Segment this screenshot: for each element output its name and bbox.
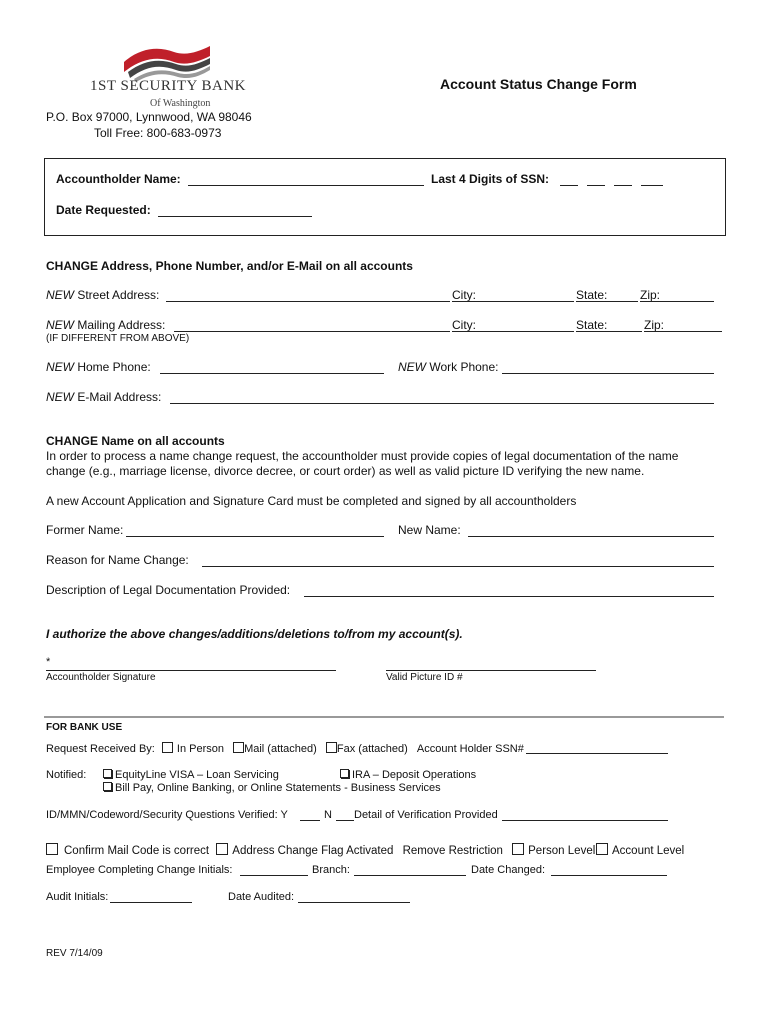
- mailing-state-label: State:: [576, 318, 608, 332]
- accountholder-box: [44, 158, 726, 236]
- ssn-digit-4[interactable]: [641, 185, 663, 186]
- verification-detail-field[interactable]: [502, 820, 668, 821]
- date-audited-label: Date Audited:: [228, 891, 295, 903]
- new-email-label: NEW E-Mail Address:: [46, 390, 162, 404]
- if-different-note: (IF DIFFERENT FROM ABOVE): [46, 333, 190, 344]
- ssn-digit-3[interactable]: [614, 185, 632, 186]
- date-changed-field[interactable]: [551, 875, 667, 876]
- new-home-phone-label: NEW Home Phone:: [46, 360, 151, 374]
- employee-initials-label: Employee Completing Change Initials:: [46, 864, 233, 876]
- new-work-phone-field[interactable]: [502, 373, 714, 374]
- street-zip-label: Zip:: [640, 288, 661, 302]
- legal-doc-field[interactable]: [304, 596, 714, 597]
- change-address-heading: CHANGE Address, Phone Number, and/or E-Mail on all accounts: [46, 259, 413, 273]
- change-name-heading: CHANGE Name on all accounts: [46, 434, 225, 448]
- bank-subname: Of Washington: [150, 98, 211, 109]
- new-name-label: New Name:: [398, 523, 461, 537]
- bill-pay-option: Bill Pay, Online Banking, or Online Statements - Business Services: [103, 782, 441, 794]
- ira-option: IRA – Deposit Operations: [340, 769, 476, 781]
- holder-ssn-field[interactable]: [526, 753, 668, 754]
- confirm-mail-label: Confirm Mail Code is correct: [64, 845, 210, 857]
- street-zip-field[interactable]: [640, 301, 714, 302]
- confirm-row: [46, 843, 595, 857]
- mailing-zip-label: Zip:: [644, 318, 665, 332]
- request-received-row: [46, 742, 524, 755]
- change-name-para-line2: change (e.g., marriage license, divorce decree, or court order) as well as valid picture ID verifying the new name.: [46, 464, 645, 478]
- address-flag-label: Address Change Flag Activated: [232, 845, 394, 857]
- flag-icon: [122, 44, 212, 82]
- accountholder-name-field[interactable]: [188, 185, 424, 186]
- id-verified-label: ID/MMN/Codeword/Security Questions Verified: Y: [46, 809, 288, 821]
- holder-ssn-label: Account Holder SSN#: [416, 743, 524, 755]
- bank-use-divider: [44, 716, 724, 718]
- reason-label: Reason for Name Change:: [46, 553, 189, 567]
- mail-checkbox[interactable]: [233, 742, 244, 753]
- accountholder-name-label: Accountholder Name:: [56, 172, 181, 186]
- id-verified-y-field[interactable]: [300, 820, 320, 821]
- bill-pay-checkbox[interactable]: [103, 782, 112, 791]
- signature-asterisk: *: [46, 656, 51, 668]
- bank-use-heading: FOR BANK USE: [46, 722, 123, 733]
- confirm-mail-checkbox[interactable]: [46, 843, 58, 855]
- new-street-field[interactable]: [166, 301, 450, 302]
- reason-field[interactable]: [202, 566, 714, 567]
- new-street-label: NEW Street Address:: [46, 288, 160, 302]
- date-requested-field[interactable]: [158, 216, 312, 217]
- new-application-note: A new Account Application and Signature Card must be completed and signed by all accountholders: [46, 494, 577, 508]
- ssn-digit-1[interactable]: [560, 185, 578, 186]
- mailing-city-label: City:: [452, 318, 476, 332]
- change-name-para-line1: In order to process a name change request, the accountholder must provide copies of legal documentation of the name: [46, 449, 679, 463]
- id-verified-n-field[interactable]: [336, 820, 354, 821]
- address-flag-checkbox[interactable]: [216, 843, 228, 855]
- bank-logo: [90, 44, 247, 112]
- authorize-statement: I authorize the above changes/additions/deletions to/from my account(s).: [46, 627, 463, 641]
- ssn-digit-2[interactable]: [587, 185, 605, 186]
- legal-doc-label: Description of Legal Documentation Provided:: [46, 583, 291, 597]
- street-state-field[interactable]: [576, 301, 638, 302]
- fax-label: Fax (attached): [336, 743, 408, 755]
- date-audited-field[interactable]: [298, 902, 410, 903]
- revision-label: REV 7/14/09: [46, 948, 103, 959]
- person-level-checkbox[interactable]: [512, 843, 524, 855]
- mail-label: Mail (attached): [244, 743, 317, 755]
- verification-detail-label: Detail of Verification Provided: [354, 809, 498, 821]
- bank-address: P.O. Box 97000, Lynnwood, WA 98046: [46, 110, 252, 124]
- equityline-checkbox[interactable]: [103, 769, 112, 778]
- street-state-label: State:: [576, 288, 608, 302]
- mailing-city-field[interactable]: [452, 331, 574, 332]
- remove-restriction-label: Remove Restriction: [402, 845, 503, 857]
- audit-initials-field[interactable]: [110, 902, 192, 903]
- notified-label: Notified:: [46, 769, 87, 781]
- mailing-zip-field[interactable]: [644, 331, 722, 332]
- date-changed-label: Date Changed:: [471, 864, 545, 876]
- former-name-field[interactable]: [126, 536, 384, 537]
- equityline-option: EquityLine VISA – Loan Servicing: [103, 769, 279, 781]
- date-requested-label: Date Requested:: [56, 203, 151, 217]
- signature-label: Accountholder Signature: [46, 672, 156, 683]
- request-received-label: Request Received By:: [46, 743, 155, 755]
- in-person-label: In Person: [176, 743, 224, 755]
- picture-id-label: Valid Picture ID #: [386, 672, 463, 683]
- audit-initials-label: Audit Initials:: [46, 891, 109, 903]
- fax-checkbox[interactable]: [326, 742, 337, 753]
- new-home-phone-field[interactable]: [160, 373, 384, 374]
- id-verified-n-label: N: [324, 809, 332, 821]
- new-name-field[interactable]: [468, 536, 714, 537]
- form-title: Account Status Change Form: [440, 76, 637, 92]
- employee-initials-field[interactable]: [240, 875, 308, 876]
- bank-toll-free: Toll Free: 800-683-0973: [94, 126, 222, 140]
- account-level-checkbox[interactable]: [596, 843, 608, 855]
- new-work-phone-label: NEW Work Phone:: [398, 360, 499, 374]
- ira-checkbox[interactable]: [340, 769, 349, 778]
- mailing-state-field[interactable]: [576, 331, 642, 332]
- new-email-field[interactable]: [170, 403, 714, 404]
- new-mailing-field[interactable]: [174, 331, 450, 332]
- street-city-field[interactable]: [452, 301, 574, 302]
- person-level-label: Person Level: [528, 845, 596, 857]
- account-level-option: Account Level: [596, 843, 684, 857]
- branch-field[interactable]: [354, 875, 466, 876]
- ssn-label: Last 4 Digits of SSN:: [431, 172, 550, 186]
- branch-label: Branch:: [312, 864, 350, 876]
- new-mailing-label: NEW Mailing Address:: [46, 318, 166, 332]
- in-person-checkbox[interactable]: [162, 742, 173, 753]
- signature-field[interactable]: [46, 670, 336, 671]
- former-name-label: Former Name:: [46, 523, 124, 537]
- street-city-label: City:: [452, 288, 476, 302]
- picture-id-field[interactable]: [386, 670, 596, 671]
- bank-name: 1ST SECURITY BANK: [90, 78, 247, 94]
